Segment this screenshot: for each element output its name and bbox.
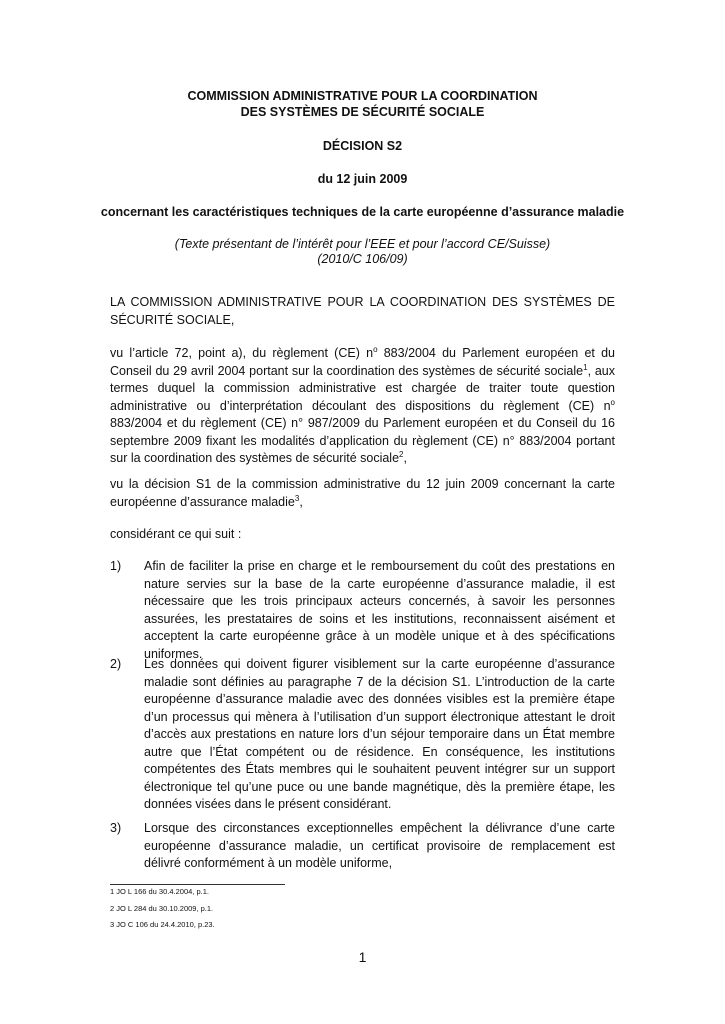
considerant-heading: considérant ce qui suit : — [110, 527, 242, 541]
decision-date: du 12 juin 2009 — [317, 172, 408, 186]
footnote-1: 1 JO L 166 du 30.4.2004, p.1. — [110, 887, 209, 896]
journal-reference: (2010/C 106/09) — [317, 252, 408, 266]
decision-title: DÉCISION S2 — [322, 139, 403, 153]
recital-vu-1: vu l’article 72, point a), du règlement (CE) $n^o$ 883/2004 du Parlement européen et du Conseil du 29 avril 2004 portant sur la coordination des systèmes de sécurité sociale$^1$, aux termes duquel la commission administrative est chargée de traiter toute question administrative ou d’interprétation découlant des dispositions du règlement (CE) $n^o$ 883/2004 et du règlement (CE) n° 987/2009 du Parlement européen et du Conseil du 16 septembre 2009 fixant les modalités d’application du règlement (CE) n° 883/2004 portant sur la coordination des systèmes de sécurité sociale$^2$, — [110, 344, 615, 465]
header-line-2: DES SYSTÈMES DE SÉCURITÉ SOCIALE — [240, 105, 485, 119]
footnote-2: 2 JO L 284 du 30.10.2009, p.1. — [110, 904, 214, 913]
footnote-3: 3 JO C 106 du 24.4.2010, p.23. — [110, 920, 215, 929]
footnote-separator — [110, 884, 285, 885]
list-item — [110, 558, 615, 663]
list-item-number: 3) — [110, 821, 122, 835]
list-item — [110, 656, 615, 814]
page-number: 1 — [358, 949, 367, 965]
list-item-text: Afin de faciliter la prise en charge et le remboursement du coût des prestations en nature servies sur la base de la carte européenne d’assurance maladie, il est nécessaire que les trois principaux acteurs concernés, à savoir les personnes assurées, les prestataires de soins et les institutions, reconnaissent aisément et acceptent la carte européenne grâce à un modèle unique et à des spécifications uniformes. — [144, 559, 615, 661]
list-item — [110, 820, 615, 873]
list-item-text: Les données qui doivent figurer visiblement sur la carte européenne d’assurance maladie sont définies au paragraphe 7 de la décision S1. L’introduction de la carte européenne d’assurance maladie avec des données visibles est la première étape d’un processus qui mènera à l’utilisation d’un support électronique attestant le droit d’accès aux prestations en nature lors d’un séjour temporaire dans un État membre autre que l’État compétent ou de résidence. En conséquence, les institutions compétentes des États membres qui le souhaitent peuvent intégrer sur un support électronique tel qu’une puce ou une bande magnétique, dès la première étape, les données visées dans le présent considérant. — [144, 657, 615, 811]
header-line-1: COMMISSION ADMINISTRATIVE POUR LA COORDINATION — [187, 89, 538, 103]
list-item-number: 2) — [110, 657, 122, 671]
list-item-text: Lorsque des circonstances exceptionnelles empêchent la délivrance d’une carte européenne d’assurance maladie, un certificat provisoire de remplacement est délivré conformément à un modèle uniforme, — [144, 821, 615, 870]
eea-note: (Texte présentant de l’intérêt pour l’EEE et pour l’accord CE/Suisse) — [174, 237, 551, 251]
list-item-number: 1) — [110, 559, 122, 573]
recital-vu-2: vu la décision S1 de la commission administrative du 12 juin 2009 concernant la carte européenne d’assurance maladie$^3$, — [110, 477, 615, 509]
decision-subject: concernant les caractéristiques techniques de la carte européenne d’assurance maladie — [100, 205, 625, 219]
intro-paragraph: LA COMMISSION ADMINISTRATIVE POUR LA COORDINATION DES SYSTÈMES DE SÉCURITÉ SOCIALE, — [110, 295, 615, 327]
